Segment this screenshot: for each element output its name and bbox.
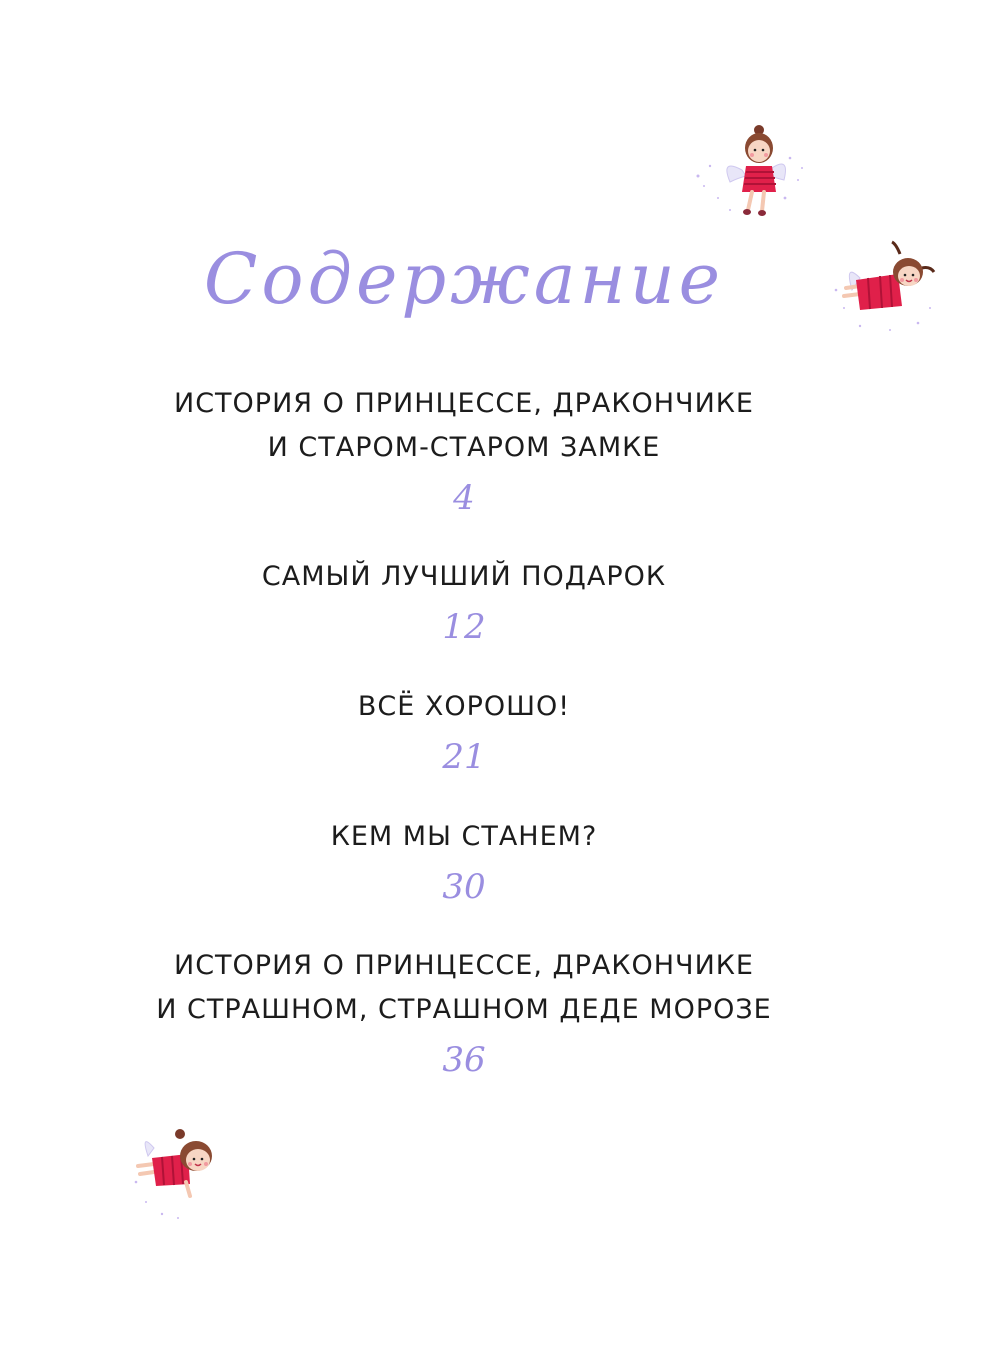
toc-entry-title-line2: И СТАРОМ-СТАРОМ ЗАМКЕ [267, 432, 661, 463]
toc-entry-page-number: 12 [442, 607, 486, 647]
toc-entry[interactable] [0, 944, 928, 1082]
toc-entry-page-number: 21 [442, 737, 486, 777]
fairy-icon [830, 238, 940, 338]
toc-entry[interactable] [0, 555, 928, 649]
toc-entry-title-line1: САМЫЙ ЛУЧШИЙ ПОДАРОК [261, 561, 667, 592]
toc-entry[interactable] [0, 815, 928, 909]
fairy-icon [128, 1122, 228, 1222]
toc-entry-title-line1: ВСЁ ХОРОШО! [357, 691, 571, 722]
toc-entry-page-number: 36 [442, 1040, 486, 1080]
page-title: Содержание [203, 238, 725, 320]
toc-entry-page-number: 30 [442, 867, 486, 907]
toc-entry-title-line1: КЕМ МЫ СТАНЕМ? [330, 821, 598, 852]
toc-entry[interactable] [0, 382, 928, 520]
toc-entry[interactable] [0, 685, 928, 779]
toc-entry-title-line2: И СТРАШНОМ, СТРАШНОМ ДЕДЕ МОРОЗЕ [156, 994, 772, 1025]
toc-entry-page-number: 4 [453, 478, 475, 518]
toc-entry-title-line1: ИСТОРИЯ О ПРИНЦЕССЕ, ДРАКОНЧИКЕ [174, 388, 754, 419]
toc-entry-title-line1: ИСТОРИЯ О ПРИНЦЕССЕ, ДРАКОНЧИКЕ [174, 950, 754, 981]
fairy-icon [690, 118, 810, 223]
